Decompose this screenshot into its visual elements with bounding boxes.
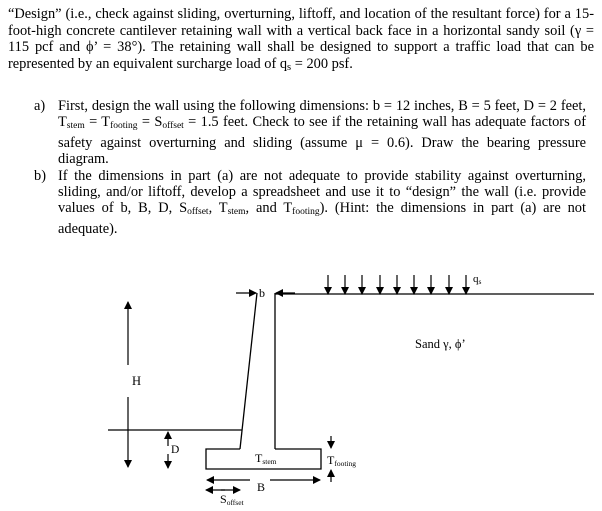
H-label: H [132, 374, 142, 388]
part-a-text-4: = 1.5 feet. Check to see if the retaining wall has adequate factors of safety against overturning and sliding (assume μ = 0.6). Draw the bearing pressure diagram. [58, 114, 586, 168]
tfooting-subscript: footing [334, 459, 357, 468]
qs-label: qs [473, 273, 482, 286]
problem-statement [8, 6, 594, 76]
wall-outline [206, 293, 321, 469]
footing-outline [206, 449, 321, 469]
intro-subscript: s [287, 61, 292, 73]
surcharge-arrows [328, 275, 466, 294]
soffset-subscript: offset [226, 498, 244, 507]
part-b-text-2: , T [208, 200, 228, 217]
part-b-sub-2: stem [227, 207, 246, 218]
part-b-sub-1: offset [187, 207, 209, 218]
part-a-text-2: = T [84, 114, 111, 131]
B-label: B [257, 480, 266, 494]
tstem-subscript: stem [262, 457, 277, 466]
part-a [34, 98, 586, 168]
part-a-sub-1: stem [66, 121, 85, 132]
part-b-sub-3: footing [292, 207, 320, 218]
question-parts [34, 98, 586, 237]
tfooting-label: Tfooting [327, 453, 357, 468]
part-a-sub-3: offset [162, 121, 184, 132]
D-label: D [171, 444, 180, 456]
intro-end-text: = 200 psf. [291, 55, 353, 72]
sand-label: Sand γ, ϕ’ [415, 337, 466, 351]
part-b-text-3: , and T [245, 200, 293, 217]
part-a-sub-2: footing [110, 121, 138, 132]
b-label: b [259, 286, 265, 300]
tstem-label: Tstem [255, 451, 277, 466]
part-a-label: a) [34, 98, 46, 114]
part-b-text-1: If the dimensions in part (a) are not adequate to provide stability against overturning, sliding, and/or liftoff, develop a spreadsheet and use it to “design” the wall (i.e. provide values of b, B, D, S [58, 167, 586, 217]
part-b-label: b) [34, 167, 46, 184]
qs-subscript: s [478, 277, 482, 286]
intro-text: “Design” (i.e., check against sliding, overturning, liftoff, and location of the resultant force) for a 15-foot-high concrete cantilever retaining wall with a vertical back face in a horizontal sandy soil (γ = 115 pcf and ϕ’ = 38°). The retaining wall shall be designed to support a traffic load that can be represented by an equivalent surcharge load of q [8, 6, 594, 72]
part-b [34, 168, 586, 238]
part-a-text-1: First, design the wall using the following dimensions: b = 12 inches, B = 5 feet, D = 2 feet, T [58, 98, 586, 131]
part-a-text-3: = S [137, 114, 163, 131]
stem-front-face [240, 293, 257, 449]
soffset-label: Soffset [220, 492, 244, 507]
part-b-text-4: ). (Hint: the dimensions in part (a) are not adequate). [58, 200, 586, 237]
